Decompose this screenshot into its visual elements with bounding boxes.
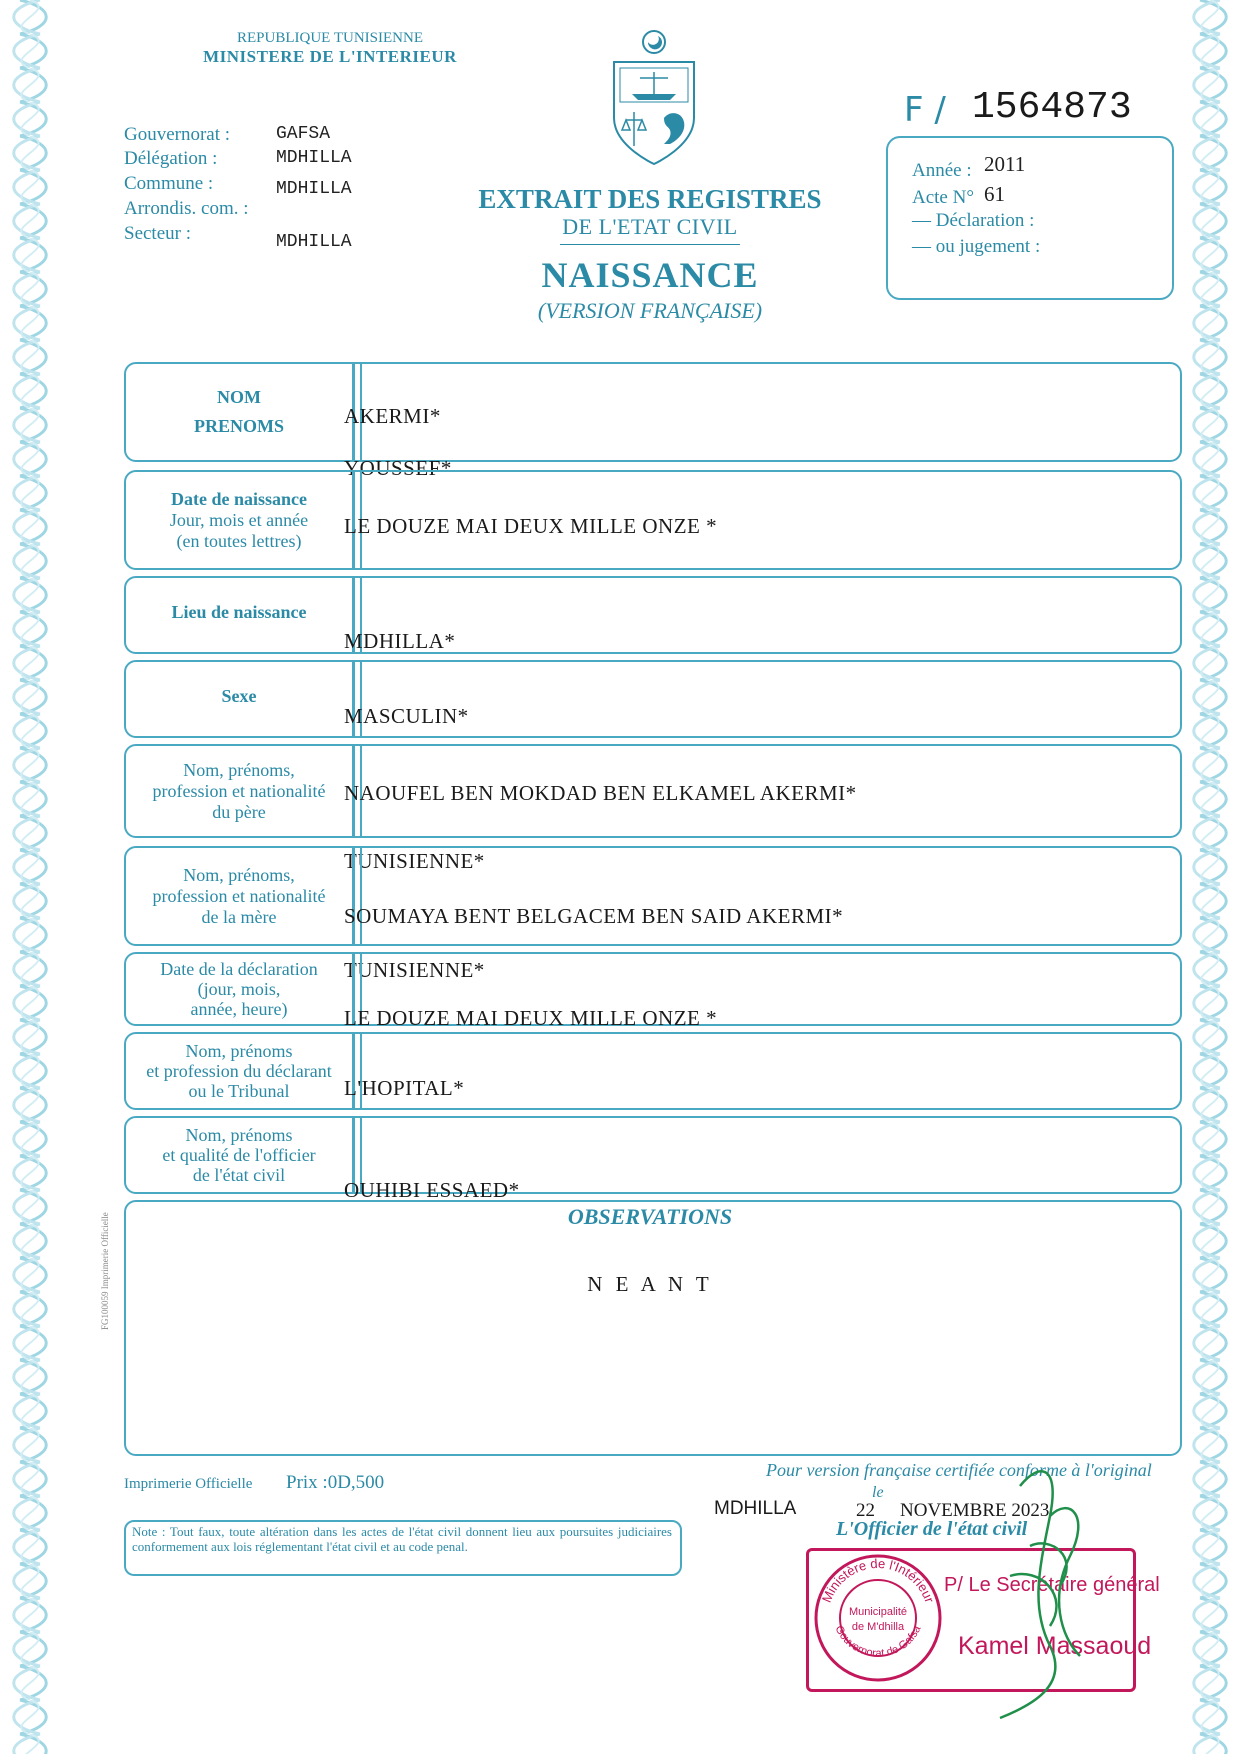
commune-label: Commune : bbox=[124, 173, 214, 194]
officier-value: OUHIBI ESSAED* bbox=[344, 1178, 520, 1202]
title-naissance: NAISSANCE bbox=[541, 255, 759, 295]
declarant-label2: et profession du déclarant bbox=[146, 1061, 332, 1081]
le-label: le bbox=[872, 1484, 884, 1501]
dob-value: LE DOUZE MAI DEUX MILLE ONZE * bbox=[344, 514, 718, 538]
header-republic-block bbox=[180, 30, 480, 67]
row-nom-prenoms bbox=[124, 362, 1182, 462]
secteur-value: MDHILLA bbox=[276, 232, 352, 252]
annee-label: Année : bbox=[912, 160, 972, 181]
ministry-label: MINISTERE DE L'INTERIEUR bbox=[203, 47, 457, 66]
officer-title: L'Officier de l'état civil bbox=[836, 1518, 1028, 1540]
title-etat-civil: DE L'ETAT CIVIL bbox=[562, 214, 738, 239]
arrondis-label: Arrondis. com. : bbox=[124, 198, 249, 219]
mere-label3: de la mère bbox=[201, 906, 277, 927]
price-label: Prix :0D,500 bbox=[286, 1472, 385, 1493]
acte-label: Acte N° bbox=[912, 187, 974, 208]
gouvernorat-label: Gouvernorat : bbox=[124, 124, 231, 145]
title-version: (VERSION FRANÇAISE) bbox=[537, 298, 763, 323]
acte-value: 61 bbox=[984, 182, 1005, 206]
stamp-center-2: de M'dhilla bbox=[851, 1621, 905, 1633]
pere-nationalite: TUNISIENNE* bbox=[344, 849, 485, 873]
mere-caption bbox=[126, 848, 355, 944]
decl-label1: Date de la déclaration bbox=[160, 959, 318, 979]
officier-caption bbox=[126, 1118, 355, 1192]
observations-title: OBSERVATIONS bbox=[567, 1204, 733, 1229]
day-value: 22 bbox=[856, 1500, 875, 1521]
pere-label3: du père bbox=[212, 801, 266, 822]
lieu-caption: Lieu de naissance bbox=[126, 578, 355, 652]
mere-label2: profession et nationalité bbox=[152, 885, 326, 906]
mere-nationalite: TUNISIENNE* bbox=[344, 958, 485, 982]
nom-label: NOM bbox=[217, 387, 261, 407]
nom-value: AKERMI* bbox=[344, 404, 441, 428]
lieu-value: MDHILLA* bbox=[344, 629, 456, 653]
declarant-caption bbox=[126, 1034, 355, 1108]
title-extrait: EXTRAIT DES REGISTRES bbox=[478, 184, 822, 214]
dob-label: Date de naissance bbox=[171, 488, 307, 509]
decl-label3: année, heure) bbox=[190, 999, 288, 1019]
pere-label1: Nom, prénoms, bbox=[183, 759, 295, 780]
delegation-label: Délégation : bbox=[124, 148, 218, 169]
pere-value: NAOUFEL BEN MOKDAD BEN ELKAMEL AKERMI* bbox=[344, 781, 857, 805]
place-value: MDHILLA bbox=[714, 1498, 797, 1519]
decorative-border-left bbox=[0, 0, 70, 1754]
dob-caption bbox=[126, 472, 355, 568]
decl-label2: (jour, mois, bbox=[197, 979, 281, 999]
serial-number: 1564873 bbox=[972, 86, 1132, 129]
pere-caption bbox=[126, 746, 355, 836]
stamp-line-1: P/ Le Secrétaire général bbox=[944, 1574, 1160, 1596]
gouvernorat-value: GAFSA bbox=[276, 124, 331, 144]
stamp-seal-icon bbox=[812, 1552, 944, 1684]
observations-value: N E A N T bbox=[587, 1272, 713, 1296]
pere-label2: profession et nationalité bbox=[152, 780, 326, 801]
coat-of-arms-icon bbox=[600, 28, 708, 168]
stamp-center-1: Municipalité bbox=[848, 1606, 908, 1618]
officier-label2: et qualité de l'officier bbox=[162, 1145, 316, 1165]
printer-label: Imprimerie Officielle bbox=[124, 1476, 253, 1492]
row-lieu bbox=[124, 576, 1182, 654]
declarant-label1: Nom, prénoms bbox=[185, 1041, 293, 1061]
sexe-caption: Sexe bbox=[126, 662, 355, 736]
title-rule bbox=[560, 244, 740, 245]
republic-label: REPUBLIQUE TUNISIENNE bbox=[237, 30, 423, 46]
officier-label3: de l'état civil bbox=[192, 1165, 286, 1185]
stamp-ring-top: Ministère de l'Intérieur bbox=[818, 1555, 938, 1605]
delegation-value: MDHILLA bbox=[276, 148, 352, 168]
row-sexe bbox=[124, 660, 1182, 738]
jugement-label: — ou jugement : bbox=[912, 236, 1041, 257]
row-officier bbox=[124, 1116, 1182, 1194]
month-year-value: NOVEMBRE 2023 bbox=[900, 1500, 1050, 1521]
prenoms-label: PRENOMS bbox=[194, 416, 284, 436]
secteur-label: Secteur : bbox=[124, 223, 192, 244]
certified-text: Pour version française certifiée conforme à l'original bbox=[766, 1460, 1152, 1480]
decl-caption bbox=[126, 954, 355, 1024]
row-declarant bbox=[124, 1032, 1182, 1110]
stamp-ring-bottom: Gouvernorat de Gafsa bbox=[832, 1623, 924, 1660]
commune-value: MDHILLA bbox=[276, 179, 352, 199]
side-code: FG100059 Imprimerie Officielle bbox=[100, 1212, 110, 1330]
mere-value: SOUMAYA BENT BELGACEM BEN SAID AKERMI* bbox=[344, 904, 844, 928]
declarant-label3: ou le Tribunal bbox=[188, 1081, 290, 1101]
prenom-value: YOUSSEF* bbox=[344, 456, 452, 480]
declaration-label: — Déclaration : bbox=[912, 210, 1035, 231]
decl-value: LE DOUZE MAI DEUX MILLE ONZE * bbox=[344, 1006, 718, 1030]
row-divider bbox=[360, 848, 362, 944]
dob-sub1: Jour, mois et année bbox=[169, 509, 309, 530]
nom-prenoms-caption bbox=[126, 364, 355, 460]
annee-value: 2011 bbox=[984, 152, 1026, 176]
sexe-value: MASCULIN* bbox=[344, 704, 469, 728]
dob-sub2: (en toutes lettres) bbox=[176, 530, 302, 551]
officier-label1: Nom, prénoms bbox=[185, 1125, 293, 1145]
stamp-line-2: Kamel Massaoud bbox=[958, 1632, 1152, 1660]
serial-prefix: F / bbox=[904, 90, 946, 130]
mere-label1: Nom, prénoms, bbox=[183, 864, 295, 885]
signature-icon bbox=[990, 1456, 1110, 1726]
declarant-value: L'HOPITAL* bbox=[344, 1076, 465, 1100]
observations-box bbox=[124, 1200, 1182, 1456]
note-text: Note : Tout faux, toute altération dans les actes de l'état civil donnent lieu aux poursuites judiciaires conformement aux lois réglementant l'état civil et au code penal. bbox=[132, 1524, 672, 1554]
row-mere bbox=[124, 846, 1182, 946]
